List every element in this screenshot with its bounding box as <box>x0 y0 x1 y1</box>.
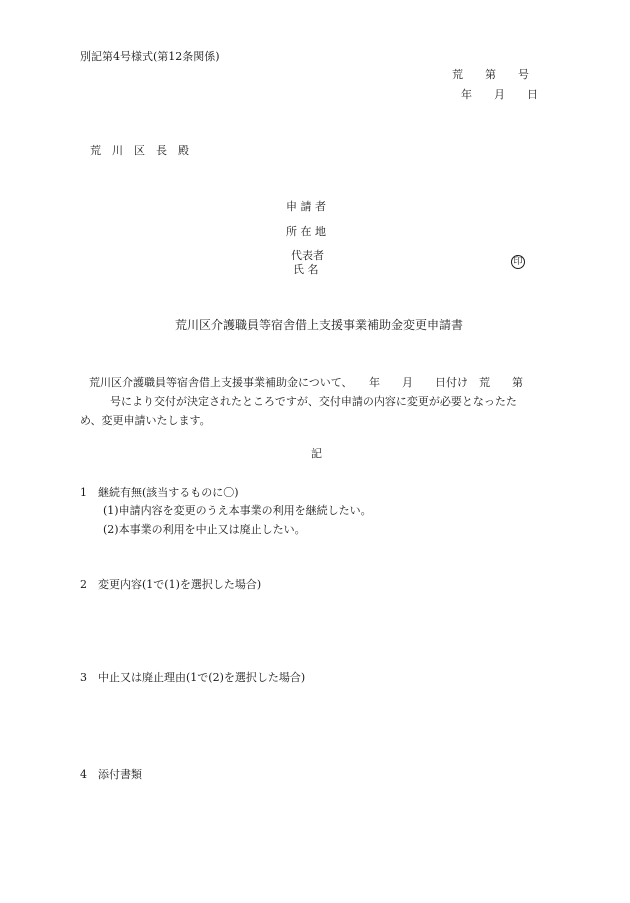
section-3-heading: 3 中止又は廃止理由(1で(2)を選択した場合) <box>80 671 306 684</box>
body-line-1: 荒川区介護職員等宿舎借上支援事業補助金について、 年 月 日付け 荒 第 <box>89 376 524 389</box>
form-id: 別記第4号様式(第12条関係) <box>80 50 220 63</box>
section-2-heading: 2 変更内容(1で(1)を選択した場合) <box>80 578 262 591</box>
applicant-label: 申 請 者 <box>286 200 326 213</box>
section-4-heading: 4 添付書類 <box>80 768 142 781</box>
addressee: 荒 川 区 長 殿 <box>90 144 189 157</box>
name-label: 氏 名 <box>293 263 319 276</box>
body-line-2: 号により交付が決定されたところですが、交付申請の内容に変更が必要となったた <box>110 395 517 408</box>
document-number-label: 荒 第 号 <box>452 68 529 81</box>
ki-heading: 記 <box>311 447 322 460</box>
section-1-option-2: (2)本事業の利用を中止又は廃止したい。 <box>103 523 306 536</box>
representative-label: 代表者 <box>291 249 324 262</box>
body-paragraph <box>80 373 554 430</box>
date-label: 年 月 日 <box>461 88 538 101</box>
section-1-heading: 1 継続有無(該当するものに〇) <box>80 486 239 499</box>
document-title: 荒川区介護職員等宿舎借上支援事業補助金変更申請書 <box>175 318 464 332</box>
section-1-option-1: (1)申請内容を変更のうえ本事業の利用を継続したい。 <box>103 504 372 517</box>
address-label: 所 在 地 <box>286 225 326 238</box>
body-line-3: め、変更申請いたします。 <box>80 414 211 427</box>
seal-mark: 印 <box>511 255 525 269</box>
